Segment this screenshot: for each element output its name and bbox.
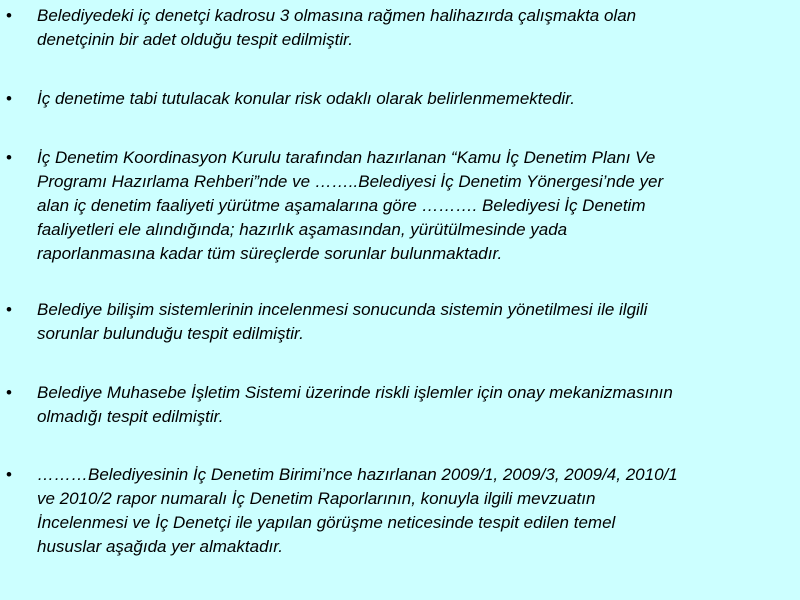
bullet-icon: •	[6, 148, 12, 167]
bullet-text: Belediye bilişim sistemlerinin incelenmesi sonucunda sistemin yönetilmesi ile ilgili sorunlar bulunduğu tespit edilmiştir.	[37, 300, 648, 343]
bullet-text: Belediyedeki iç denetçi kadrosu 3 olmasına rağmen halihazırda çalışmakta olan denetçinin bir adet olduğu tespit edilmiştir.	[37, 6, 637, 49]
bullet-text: İç denetime tabi tutulacak konular risk odaklı olarak belirlenmemektedir.	[37, 89, 575, 108]
bullet-text: İç Denetim Koordinasyon Kurulu tarafından hazırlanan “Kamu İç Denetim Planı Ve Programı Hazırlama Rehberi”nde ve ……..Belediyesi İç Denetim Yönergesi’nde yer alan iç denetim faaliyeti yürütme aşamalarına göre ………. Belediyesi İç Denetim faaliyetleri ele alındığında; hazırlık aşamasından, yürütülmesinde yada raporlanmasına kadar tüm süreçlerde sorunlar bulunmaktadır.	[37, 148, 664, 263]
bullet-icon: •	[6, 383, 12, 402]
bullet-icon: •	[6, 465, 12, 484]
bullet-text: Belediye Muhasebe İşletim Sistemi üzerinde riskli işlemler için onay mekanizmasının olmadığı tespit edilmiştir.	[37, 383, 673, 426]
bullet-text: ………Belediyesinin İç Denetim Birimi’nce hazırlanan 2009/1, 2009/3, 2009/4, 2010/1 ve 2010/2 rapor numaralı İç Denetim Raporlarının, konuyla ilgili mevzuatın İncelenmesi ve İç Denetçi ile yapılan görüşme neticesinde tespit edilen temel hususlar aşağıda yer almaktadır.	[37, 465, 678, 556]
bullet-icon: •	[6, 6, 12, 25]
bullet-icon: •	[6, 300, 12, 319]
bullet-icon: •	[6, 89, 12, 108]
